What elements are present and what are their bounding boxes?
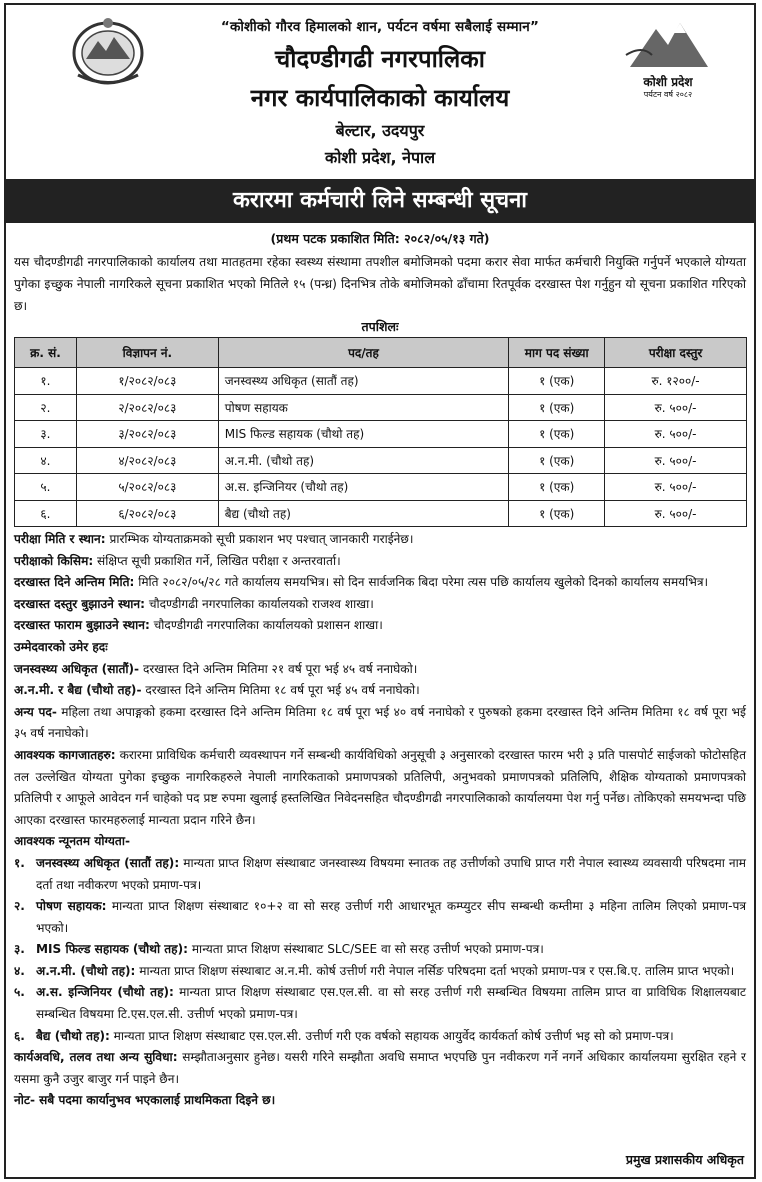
item-number: ५. xyxy=(14,985,25,1000)
org-name: चौदण्डीगढी नगरपालिका xyxy=(275,45,485,73)
cell-count: १ (एक) xyxy=(509,368,605,395)
col-header-fee: परीक्षा दस्तुर xyxy=(605,338,747,368)
table-row xyxy=(15,368,747,395)
cell-count: १ (एक) xyxy=(509,394,605,421)
age-1-text: दरखास्त दिने अन्तिम मितिमा २१ वर्ष पूरा भई ४५ वर्ष ननाघेको। xyxy=(139,661,418,676)
item-text: मान्यता प्राप्त शिक्षण संस्थाबाट १०+२ वा सो सरह उत्तीर्ण गरी आधारभूत कम्प्युटर सीप सम्बन्धी कम्तीमा ३ महिना तालिम लिएको प्रमाण-पत्र भएको। xyxy=(36,899,746,935)
mountain-icon xyxy=(622,15,714,73)
office-name: नगर कार्यपालिकाको कार्यालय xyxy=(250,84,510,112)
cell-ad-no: ६/२०८२/०८३ xyxy=(76,500,218,527)
cell-ad-no: ४/२०८२/०८३ xyxy=(76,447,218,474)
exam-date-text: प्रारम्भिक योग्यताक्रमको सूची प्रकाशन भए पश्चात् जानकारी गराईनेछ। xyxy=(105,532,414,546)
list-item xyxy=(14,961,746,983)
terms-text: सम्झौताअनुसार हुनेछ। यसरी गरिने सम्झौता अवधि समाप्त भएपछि पुन नवीकरण गर्ने नगर्ने अधिकार कार्यालयमा सुरक्षित रहने र यसमा कुनै उजुर बाजुर गर्न पाइने छैन। xyxy=(14,1050,746,1086)
cell-sn: ६. xyxy=(15,500,77,527)
intro-paragraph: यस चौदण्डीगढी नगरपालिकाको कार्यालय तथा मातहतमा रहेका स्वस्थ्य संस्थामा तपशील बमोजिमको पदमा करार सेवा मार्फत कर्मचारी नियुक्ति गर्नुपर्ने भएकाले योग्यता पुगेका इच्छुक नेपाली नागरिकले सूचना प्रकाशित भएको मितिले १५ (पन्ध्र) दिनभित्र तोके बमोजिमको ढाँचामा रितपूर्वक दरखास्त पेश गर्नुहुन यो सूचना प्रकाशित गरिएको छ। xyxy=(14,255,746,313)
age-1-label: जनस्वस्थ्य अधिकृत (सातौं)- xyxy=(14,661,140,676)
cell-fee: रु. ५००/- xyxy=(605,421,747,448)
table-row xyxy=(15,394,747,421)
form-place-label: दरखास्त फाराम बुझाउने स्थान: xyxy=(14,618,150,633)
cell-sn: ३. xyxy=(15,421,77,448)
age-1 xyxy=(14,659,746,681)
col-header-count: माग पद संख्या xyxy=(509,338,605,368)
cell-ad-no: १/२०८२/०८३ xyxy=(76,368,218,395)
exam-date xyxy=(14,529,746,551)
item-text: मान्यता प्राप्त शिक्षण संस्थाबाट जनस्वास्थ्य विषयमा स्नातक तह उत्तीर्णको उपाधि प्राप्त गरी नेपाल स्वास्थ्य व्यवसायी परिषदमा नाम दर्ता तथा नवीकरण भएको प्रमाण-पत्र। xyxy=(36,855,746,892)
header xyxy=(6,5,754,177)
col-header-post: पद/तह xyxy=(218,338,509,368)
cell-post: पोषण सहायक xyxy=(218,394,509,421)
address-line-1: बेल्टार, उदयपुर xyxy=(335,121,425,140)
item-label: अ.स. इन्जिनियर (चौथो तह): xyxy=(36,985,174,1000)
documents-label: आवश्यक कागजातहरु: xyxy=(14,747,116,762)
terms xyxy=(14,1047,746,1090)
cell-sn: ४. xyxy=(15,447,77,474)
table-row xyxy=(15,500,747,527)
cell-fee: रु. ५००/- xyxy=(605,447,747,474)
age-heading-text: उम्मेदवारको उमेर हदः xyxy=(14,639,108,654)
table-row xyxy=(15,474,747,501)
item-number: २. xyxy=(14,899,25,914)
note-text: नोट- सबै पदमा कार्यानुभव भएकालाई प्राथमिकता दिइने छ। xyxy=(14,1093,276,1108)
deadline xyxy=(14,572,746,594)
table-row xyxy=(15,447,747,474)
form-place xyxy=(14,615,746,637)
age-heading xyxy=(14,637,746,659)
documents xyxy=(14,745,746,831)
table-header-row xyxy=(15,338,747,368)
item-text: मान्यता प्राप्त शिक्षण संस्थाबाट एस.एल.सी. उत्तीर्ण गरी एक वर्षको सहायक आयुर्वेद कार्यकर्ता कोर्ष उत्तीर्ण भइ सो को प्रमाण-पत्र। xyxy=(109,1028,674,1043)
published-date: (प्रथम पटक प्रकाशित मिति: २०८२/०५/१३ गते) xyxy=(270,231,490,246)
cell-count: १ (एक) xyxy=(509,500,605,527)
list-item xyxy=(14,896,746,939)
address-line-2: कोशी प्रदेश, नेपाल xyxy=(324,148,436,167)
list-item xyxy=(14,982,746,1025)
tapashil-label: तपशिलः xyxy=(361,319,399,334)
deadline-label: दरखास्त दिने अन्तिम मिति: xyxy=(14,575,135,590)
cell-post: जनस्वस्थ्य अधिकृत (सातौं तह) xyxy=(218,368,509,395)
cell-post: अ.स. इन्जिनियर (चौथो तह) xyxy=(218,474,509,501)
age-3 xyxy=(14,702,746,745)
item-label: जनस्वस्थ्य अधिकृत (सातौं तह): xyxy=(36,855,180,870)
list-item xyxy=(14,939,746,961)
cell-sn: १. xyxy=(15,368,77,395)
item-number: ४. xyxy=(14,963,25,978)
item-text: मान्यता प्राप्त शिक्षण संस्थाबाट अ.न.मी. कोर्ष उत्तीर्ण गरी नेपाल नर्सिङ परिषदमा दर्ता भएको प्रमाण-पत्र र एस.बि.ए. तालिम प्राप्त भएको। xyxy=(135,963,735,978)
logo-text: कोशी प्रदेश xyxy=(643,75,693,89)
item-text: मान्यता प्राप्त शिक्षण संस्थाबाट एस.एल.सी. वा सो सरह उत्तीर्ण गरी सम्बन्धित विषयमा तालिम प्राप्त वा प्राविधिक शिक्षालयबाट सम्बन्धित विषयमा टि.एस.एल.सी. उत्तीर्ण भएको प्रमाण-पत्र। xyxy=(36,985,746,1022)
terms-label: कार्यअवधि, तलव तथा अन्य सुविधा: xyxy=(14,1050,178,1065)
fee-place xyxy=(14,594,746,616)
notice-page xyxy=(4,3,756,1179)
details-section xyxy=(14,529,746,1112)
item-label: MIS फिल्ड सहायक (चौथो तह): xyxy=(36,942,188,957)
note xyxy=(14,1090,746,1112)
cell-ad-no: २/२०८२/०८३ xyxy=(76,394,218,421)
item-label: पोषण सहायक: xyxy=(36,899,107,914)
documents-text: करारमा प्राविधिक कर्मचारी व्यवस्थापन गर्ने सम्बन्धी कार्यविधिको अनुसूची ३ अनुसारको दरखास्त फारम भरी ३ प्रति पासपोर्ट साईजको फोटोसहित तल उल्लेखित योग्यता पुगेका इच्छुक नागरिकहरुले नेपाली नागरिकताको प्रमाणपत्रको प्रतिलिपी, अनुभवको प्रमाणपत्रको प्रतिलिपि, शैक्षिक योग्यताको प्रमाणपत्रको प्रतिलिपी र आफूले आवेदन गर्न चाहेको पद प्रष्ट रुपमा खुलाई हस्तलिखित निवेदनसहित चौदण्डीगढी नगरपालिकाको कार्यालयमा पेश गर्नु पर्नेछ। तोकिएको समयभन्दा पछि आएका दरखास्त फारमहरुलाई मान्यता प्रदान गरिने छैन। xyxy=(14,747,746,827)
age-3-label: अन्य पद- xyxy=(14,704,57,719)
slogan: “कोशीको गौरव हिमालको शान, पर्यटन वर्षमा सबैलाई सम्मान” xyxy=(220,19,540,35)
item-number: ६. xyxy=(14,1028,25,1043)
posts-table xyxy=(14,337,747,527)
form-place-text: चौदण्डीगढी नगरपालिका कार्यालयको प्रशासन शाखा। xyxy=(149,618,383,633)
col-header-ad-no: विज्ञापन नं. xyxy=(76,338,218,368)
item-number: ३. xyxy=(14,942,25,957)
age-2 xyxy=(14,680,746,702)
fee-place-label: दरखास्त दस्तुर बुझाउने स्थान: xyxy=(14,596,145,611)
cell-fee: रु. १२००/- xyxy=(605,368,747,395)
notice-title: करारमा कर्मचारी लिने सम्बन्धी सूचना xyxy=(6,179,754,223)
qualification-heading xyxy=(14,831,746,853)
qualification-heading-text: आवश्यक न्यूनतम योग्यता- xyxy=(14,834,130,849)
exam-date-label: परीक्षा मिति र स्थान: xyxy=(14,532,106,546)
table-row xyxy=(15,421,747,448)
fee-place-text: चौदण्डीगढी नगरपालिका कार्यालयको राजश्व शाखा। xyxy=(144,596,374,611)
deadline-text: मिति २०८२/०५/२८ गते कार्यालय समयभित्र। सो दिन सार्वजनिक बिदा परेमा त्यस पछि कार्यालय खुलेको दिनको कार्यालय समयभित्र। xyxy=(134,575,709,590)
cell-count: १ (एक) xyxy=(509,474,605,501)
exam-type-label: परीक्षाको किसिम: xyxy=(14,553,94,568)
list-item xyxy=(14,853,746,896)
logo-subtext: पर्यटन वर्ष २०८२ xyxy=(643,90,693,99)
qualification-list xyxy=(14,853,746,1047)
age-2-text: दरखास्त दिने अन्तिम मितिमा १८ वर्ष पूरा भई ४५ वर्ष ननाघेको। xyxy=(141,683,420,698)
list-item xyxy=(14,1026,746,1048)
cell-fee: रु. ५००/- xyxy=(605,474,747,501)
cell-count: १ (एक) xyxy=(509,421,605,448)
cell-ad-no: ३/२०८२/०८३ xyxy=(76,421,218,448)
cell-post: बैद्य (चौथो तह) xyxy=(218,500,509,527)
col-header-sn: क्र. सं. xyxy=(15,338,77,368)
exam-type xyxy=(14,551,746,573)
exam-type-text: संक्षिप्त सूची प्रकाशित गर्ने, लिखित परीक्षा र अन्तरवार्ता। xyxy=(93,553,341,568)
item-number: १. xyxy=(14,855,25,870)
cell-post: अ.न.मी. (चौथो तह) xyxy=(218,447,509,474)
item-text: मान्यता प्राप्त शिक्षण संस्थाबाट SLC/SEE वा सो सरह उत्तीर्ण भएको प्रमाण-पत्र। xyxy=(187,942,544,957)
koshi-province-logo xyxy=(622,15,714,103)
cell-sn: ५. xyxy=(15,474,77,501)
age-2-label: अ.न.मी. र बैद्य (चौथो तह)- xyxy=(14,683,142,698)
age-3-text: महिला तथा अपाङ्गको हकमा दरखास्त दिने अन्तिम मितिमा १८ वर्ष पूरा भई ४० वर्ष ननाघेको र पुरुषको हकमा दरखास्त दिने अन्तिम मितिमा १८ वर्ष पूरा भई ३५ वर्ष ननाघेको। xyxy=(14,704,746,741)
item-label: बैद्य (चौथो तह): xyxy=(36,1028,110,1043)
cell-count: १ (एक) xyxy=(509,447,605,474)
cell-ad-no: ५/२०८२/०८३ xyxy=(76,474,218,501)
signature-title: प्रमुख प्रशासकीय अधिकृत xyxy=(625,1152,744,1167)
cell-post: MIS फिल्ड सहायक (चौथो तह) xyxy=(218,421,509,448)
cell-fee: रु. ५००/- xyxy=(605,500,747,527)
item-label: अ.न.मी. (चौथो तह): xyxy=(36,963,136,978)
cell-sn: २. xyxy=(15,394,77,421)
cell-fee: रु. ५००/- xyxy=(605,394,747,421)
